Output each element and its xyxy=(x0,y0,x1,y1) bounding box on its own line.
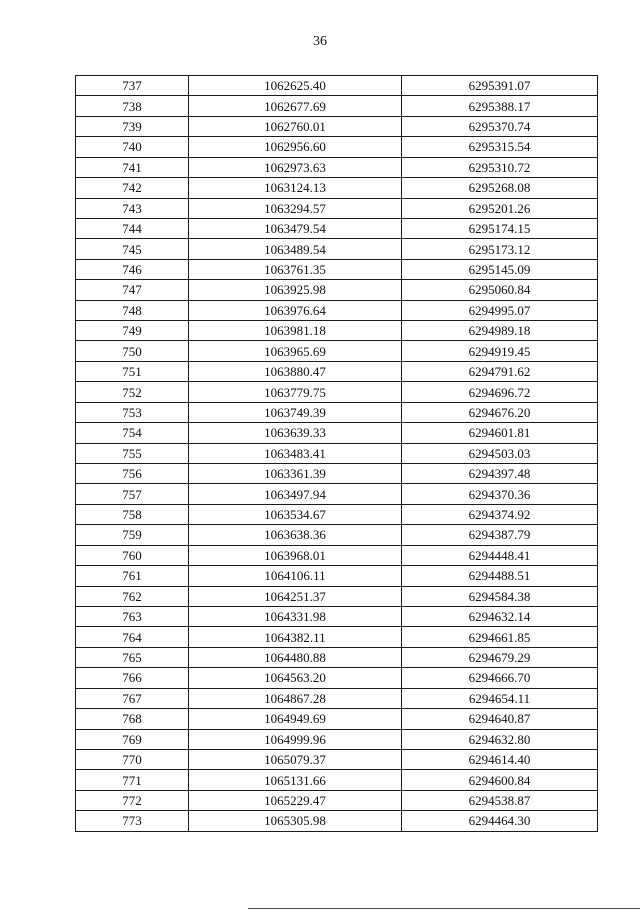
y-coordinate-cell: 6295268.08 xyxy=(402,178,598,198)
x-coordinate-cell: 1064382.11 xyxy=(189,627,402,647)
table-row xyxy=(76,382,598,402)
y-coordinate-cell: 6295201.26 xyxy=(402,198,598,218)
table-row xyxy=(76,137,598,157)
x-coordinate-cell: 1064480.88 xyxy=(189,647,402,667)
x-coordinate-cell: 1062760.01 xyxy=(189,116,402,136)
x-coordinate-cell: 1063976.64 xyxy=(189,300,402,320)
x-coordinate-cell: 1063361.39 xyxy=(189,464,402,484)
point-number-cell: 771 xyxy=(76,770,189,790)
x-coordinate-cell: 1063638.36 xyxy=(189,525,402,545)
point-number-cell: 754 xyxy=(76,423,189,443)
table-row xyxy=(76,239,598,259)
point-number-cell: 737 xyxy=(76,76,189,96)
y-coordinate-cell: 6294995.07 xyxy=(402,300,598,320)
x-coordinate-cell: 1063479.54 xyxy=(189,218,402,238)
y-coordinate-cell: 6295370.74 xyxy=(402,116,598,136)
y-coordinate-cell: 6294919.45 xyxy=(402,341,598,361)
y-coordinate-cell: 6294676.20 xyxy=(402,402,598,422)
y-coordinate-cell: 6294632.80 xyxy=(402,729,598,749)
y-coordinate-cell: 6295174.15 xyxy=(402,218,598,238)
y-coordinate-cell: 6295060.84 xyxy=(402,280,598,300)
table-row xyxy=(76,300,598,320)
table-row xyxy=(76,96,598,116)
table-row xyxy=(76,749,598,769)
x-coordinate-cell: 1062973.63 xyxy=(189,157,402,177)
table-row xyxy=(76,157,598,177)
table-row xyxy=(76,423,598,443)
point-number-cell: 752 xyxy=(76,382,189,402)
table-row xyxy=(76,647,598,667)
x-coordinate-cell: 1063880.47 xyxy=(189,361,402,381)
table-row xyxy=(76,218,598,238)
x-coordinate-cell: 1065229.47 xyxy=(189,790,402,810)
page-number: 36 xyxy=(313,34,327,49)
point-number-cell: 747 xyxy=(76,280,189,300)
x-coordinate-cell: 1063489.54 xyxy=(189,239,402,259)
point-number-cell: 748 xyxy=(76,300,189,320)
y-coordinate-cell: 6294661.85 xyxy=(402,627,598,647)
x-coordinate-cell: 1062956.60 xyxy=(189,137,402,157)
point-number-cell: 770 xyxy=(76,749,189,769)
x-coordinate-cell: 1063534.67 xyxy=(189,504,402,524)
point-number-cell: 740 xyxy=(76,137,189,157)
y-coordinate-cell: 6295315.54 xyxy=(402,137,598,157)
y-coordinate-cell: 6295145.09 xyxy=(402,259,598,279)
point-number-cell: 756 xyxy=(76,464,189,484)
x-coordinate-cell: 1063497.94 xyxy=(189,484,402,504)
table-row xyxy=(76,361,598,381)
table-row xyxy=(76,259,598,279)
table-row xyxy=(76,566,598,586)
x-coordinate-cell: 1063483.41 xyxy=(189,443,402,463)
y-coordinate-cell: 6295310.72 xyxy=(402,157,598,177)
x-coordinate-cell: 1065079.37 xyxy=(189,749,402,769)
x-coordinate-cell: 1063294.57 xyxy=(189,198,402,218)
y-coordinate-cell: 6295391.07 xyxy=(402,76,598,96)
y-coordinate-cell: 6294791.62 xyxy=(402,361,598,381)
table-row xyxy=(76,811,598,831)
table-row xyxy=(76,790,598,810)
table-row xyxy=(76,688,598,708)
y-coordinate-cell: 6294503.03 xyxy=(402,443,598,463)
y-coordinate-cell: 6294679.29 xyxy=(402,647,598,667)
point-number-cell: 762 xyxy=(76,586,189,606)
point-number-cell: 767 xyxy=(76,688,189,708)
table-row xyxy=(76,198,598,218)
x-coordinate-cell: 1063749.39 xyxy=(189,402,402,422)
point-number-cell: 751 xyxy=(76,361,189,381)
x-coordinate-cell: 1064563.20 xyxy=(189,668,402,688)
table-row xyxy=(76,443,598,463)
point-number-cell: 738 xyxy=(76,96,189,116)
point-number-cell: 765 xyxy=(76,647,189,667)
table-row xyxy=(76,729,598,749)
x-coordinate-cell: 1065305.98 xyxy=(189,811,402,831)
y-coordinate-cell: 6294397.48 xyxy=(402,464,598,484)
point-number-cell: 746 xyxy=(76,259,189,279)
point-number-cell: 744 xyxy=(76,218,189,238)
table-row xyxy=(76,586,598,606)
point-number-cell: 772 xyxy=(76,790,189,810)
table-row xyxy=(76,545,598,565)
y-coordinate-cell: 6294640.87 xyxy=(402,709,598,729)
point-number-cell: 760 xyxy=(76,545,189,565)
y-coordinate-cell: 6294989.18 xyxy=(402,321,598,341)
table-row xyxy=(76,627,598,647)
x-coordinate-cell: 1063965.69 xyxy=(189,341,402,361)
point-number-cell: 758 xyxy=(76,504,189,524)
table-row xyxy=(76,504,598,524)
footer-rule xyxy=(248,908,640,909)
table-row xyxy=(76,341,598,361)
point-number-cell: 766 xyxy=(76,668,189,688)
y-coordinate-cell: 6295173.12 xyxy=(402,239,598,259)
x-coordinate-cell: 1063968.01 xyxy=(189,545,402,565)
y-coordinate-cell: 6294654.11 xyxy=(402,688,598,708)
y-coordinate-cell: 6294614.40 xyxy=(402,749,598,769)
point-number-cell: 768 xyxy=(76,709,189,729)
x-coordinate-cell: 1063124.13 xyxy=(189,178,402,198)
table-row xyxy=(76,116,598,136)
x-coordinate-cell: 1065131.66 xyxy=(189,770,402,790)
table-row xyxy=(76,709,598,729)
table-body xyxy=(76,76,598,832)
point-number-cell: 749 xyxy=(76,321,189,341)
point-number-cell: 750 xyxy=(76,341,189,361)
table-row xyxy=(76,178,598,198)
table-row xyxy=(76,525,598,545)
y-coordinate-cell: 6294488.51 xyxy=(402,566,598,586)
x-coordinate-cell: 1064999.96 xyxy=(189,729,402,749)
table-row xyxy=(76,402,598,422)
y-coordinate-cell: 6294387.79 xyxy=(402,525,598,545)
x-coordinate-cell: 1063925.98 xyxy=(189,280,402,300)
x-coordinate-cell: 1063761.35 xyxy=(189,259,402,279)
y-coordinate-cell: 6294666.70 xyxy=(402,668,598,688)
y-coordinate-cell: 6294448.41 xyxy=(402,545,598,565)
table-row xyxy=(76,484,598,504)
point-number-cell: 745 xyxy=(76,239,189,259)
y-coordinate-cell: 6294632.14 xyxy=(402,606,598,626)
point-number-cell: 742 xyxy=(76,178,189,198)
y-coordinate-cell: 6294464.30 xyxy=(402,811,598,831)
point-number-cell: 764 xyxy=(76,627,189,647)
y-coordinate-cell: 6294696.72 xyxy=(402,382,598,402)
x-coordinate-cell: 1063981.18 xyxy=(189,321,402,341)
y-coordinate-cell: 6294584.38 xyxy=(402,586,598,606)
point-number-cell: 753 xyxy=(76,402,189,422)
point-number-cell: 769 xyxy=(76,729,189,749)
x-coordinate-cell: 1062625.40 xyxy=(189,76,402,96)
x-coordinate-cell: 1063779.75 xyxy=(189,382,402,402)
point-number-cell: 739 xyxy=(76,116,189,136)
y-coordinate-cell: 6294374.92 xyxy=(402,504,598,524)
table-row xyxy=(76,321,598,341)
x-coordinate-cell: 1062677.69 xyxy=(189,96,402,116)
point-number-cell: 761 xyxy=(76,566,189,586)
point-number-cell: 773 xyxy=(76,811,189,831)
point-number-cell: 741 xyxy=(76,157,189,177)
x-coordinate-cell: 1064867.28 xyxy=(189,688,402,708)
x-coordinate-cell: 1064331.98 xyxy=(189,606,402,626)
y-coordinate-cell: 6295388.17 xyxy=(402,96,598,116)
table-row xyxy=(76,770,598,790)
point-number-cell: 743 xyxy=(76,198,189,218)
point-number-cell: 759 xyxy=(76,525,189,545)
y-coordinate-cell: 6294538.87 xyxy=(402,790,598,810)
coordinates-table xyxy=(75,75,598,832)
y-coordinate-cell: 6294600.84 xyxy=(402,770,598,790)
table-row xyxy=(76,668,598,688)
x-coordinate-cell: 1064251.37 xyxy=(189,586,402,606)
x-coordinate-cell: 1063639.33 xyxy=(189,423,402,443)
table-row xyxy=(76,280,598,300)
table-row xyxy=(76,464,598,484)
point-number-cell: 763 xyxy=(76,606,189,626)
x-coordinate-cell: 1064949.69 xyxy=(189,709,402,729)
y-coordinate-cell: 6294601.81 xyxy=(402,423,598,443)
table-row xyxy=(76,606,598,626)
point-number-cell: 755 xyxy=(76,443,189,463)
y-coordinate-cell: 6294370.36 xyxy=(402,484,598,504)
point-number-cell: 757 xyxy=(76,484,189,504)
table-row xyxy=(76,76,598,96)
x-coordinate-cell: 1064106.11 xyxy=(189,566,402,586)
